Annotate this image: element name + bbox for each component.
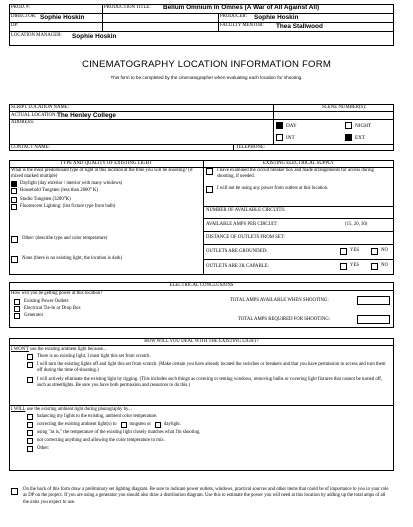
diagram-checkbox[interactable] <box>11 488 18 495</box>
breaker-check[interactable]: I have examined the circuit breaker box and made arrangements for access during shooting, if needed. <box>206 168 392 180</box>
daylight-label: daylight. <box>163 422 181 427</box>
power-option-tie-in[interactable]: Electrical Tie-In or Drop Box <box>14 306 81 312</box>
grounded-no[interactable]: NO <box>371 248 388 255</box>
no-power-check[interactable]: I will not be using any power from outlets at this location. <box>206 186 392 193</box>
contact-name-label: CONTACT NAME: <box>11 145 50 150</box>
total-amps-required-field[interactable] <box>357 315 390 324</box>
diagram-instruction[interactable]: On the back of this form draw a preliminary set lighting diagram. Be sure to indicate power outlets, windows, practical sources and other items that could be of importance to you in your role as DP on the project. If you are using a generator you should also draw a distribution diagram. Use this to estimate the power you will need at this location by adding up the total amps of all the units you expect to use. <box>11 487 392 506</box>
two-k-yes-checkbox[interactable] <box>340 263 347 270</box>
director-value[interactable]: Sophie Hoskin <box>40 13 85 21</box>
wont-2-checkbox[interactable] <box>27 362 33 368</box>
will-4-checkbox[interactable] <box>27 438 33 444</box>
script-location-label: SCRIPT LOCATION NAME: <box>11 105 70 110</box>
actual-location-value[interactable]: The Henley College <box>57 111 116 119</box>
will-option-5[interactable]: Other: <box>27 446 49 452</box>
two-k-yes[interactable]: YES <box>340 263 359 270</box>
will-3-checkbox[interactable] <box>27 430 33 436</box>
grounded-yes[interactable]: YES <box>340 248 359 255</box>
total-amps-required-label: TOTAL AMPS REQUIRED FOR SHOOTING: <box>238 317 331 322</box>
form-subtitle: This form to be completed by the cinematographer when evaluating each location for shooting. <box>110 75 303 80</box>
distance-label: DISTANCE OF OUTLETS FROM SET: <box>206 235 285 240</box>
wont-prefix: I WON'T <box>11 347 29 352</box>
wont-1-checkbox[interactable] <box>27 354 33 360</box>
wont-intro <box>11 347 107 353</box>
light-option-daylight[interactable]: Daylight (day exterior / interior with many windows) <box>11 181 122 187</box>
tie-in-checkbox[interactable] <box>14 306 20 312</box>
director-label: DIRECTOR: <box>11 14 37 19</box>
day-option[interactable]: DAY <box>276 122 297 129</box>
power-option-generator[interactable]: Generator <box>14 313 43 319</box>
wont-rest: use the existing ambient light because... <box>28 347 107 352</box>
wont-option-1[interactable]: There is no existing light, I must light this set from scratch. <box>27 354 391 360</box>
actual-location-label: ACTUAL LOCATION: <box>11 112 57 118</box>
power-question: How will you be getting power at this location? <box>11 291 103 296</box>
faculty-mentor-label: FACULTY MENTOR: <box>220 23 264 28</box>
grounded-yes-checkbox[interactable] <box>340 248 347 255</box>
other-light-checkbox[interactable] <box>11 236 18 243</box>
no-power-checkbox[interactable] <box>206 186 213 193</box>
amps-per-circuit-label: AVAILABLE AMPS PER CIRCUIT: <box>206 222 278 227</box>
no-light-checkbox[interactable] <box>11 256 18 263</box>
tungsten-label: tungsten or <box>129 422 151 427</box>
tungsten-checkbox[interactable] <box>121 422 127 428</box>
location-manager-label: LOCATION MANAGER: <box>11 33 62 38</box>
will-5-checkbox[interactable] <box>27 446 33 452</box>
will-option-3[interactable]: using "as is," the temperature of the existing light closely matches what I'm shooting. <box>27 430 200 436</box>
conclusions-heading: ELECTRICAL CONCLUSIONS <box>169 283 234 288</box>
will-rest: use the existing ambient light during photography by... <box>25 407 132 412</box>
daylight-target-checkbox[interactable] <box>155 422 161 428</box>
faculty-mentor-value[interactable]: Thea Stallwood <box>276 22 323 30</box>
will-option-1[interactable]: balancing my lights to the existing, ambient color temperature. <box>27 414 157 420</box>
amps-options: (15, 20, 30) <box>345 222 368 227</box>
wont-3-checkbox[interactable] <box>27 377 33 383</box>
grounded-label: OUTLETS ARE GROUNDED: <box>206 249 268 254</box>
deal-heading: HOW WILL YOU DEAL WITH THE EXISTING LIGHT? <box>144 339 259 344</box>
electrical-heading: EXISTING ELECTRICAL SUPPLY <box>262 161 335 166</box>
will-prefix: I WILL <box>11 407 26 412</box>
producer-label: PRODUCER: <box>220 14 247 19</box>
address-label: ADDRESS: <box>11 120 35 125</box>
will-option-4[interactable]: not correcting anything and allowing the color temperature to mix. <box>27 438 165 444</box>
scene-numbers-label: SCENE NUMBER(S): <box>322 105 367 110</box>
breaker-checkbox[interactable] <box>206 168 213 175</box>
light-question: What is the most predominant type of light at this location at the time you will be shooting? (if mixed marked multiple) <box>11 168 193 179</box>
light-option-studio[interactable]: Studio Tungsten (3200°K) <box>11 197 71 203</box>
production-title-label: PRODUCTION TITLE: <box>104 5 151 10</box>
light-option-fluorescent[interactable]: Fluorescent Lighting: (list fixture type from bulb) <box>11 204 115 210</box>
household-tungsten-checkbox[interactable] <box>11 188 17 194</box>
form-title: CINEMATOGRAPHY LOCATION INFORMATION FORM <box>81 59 332 70</box>
fluorescent-checkbox[interactable] <box>11 204 17 210</box>
dp-label: DP: <box>11 23 19 28</box>
production-title-value[interactable]: Bellum Omnium In Omnes (A War of All Against All) <box>163 4 320 11</box>
will-option-2[interactable]: correcting the existing ambient light(s) to tungsten or daylight. <box>27 422 181 428</box>
circuits-label: NUMBER OF AVAILABLE CIRCUITS: <box>206 208 286 213</box>
night-option[interactable]: NIGHT <box>345 122 371 129</box>
int-option[interactable]: INT <box>276 134 295 141</box>
light-option-none[interactable]: None (there is no existing light, the location is dark) <box>11 256 122 263</box>
total-amps-available-field[interactable] <box>357 296 390 305</box>
outlets-checkbox[interactable] <box>14 299 20 305</box>
will-2-checkbox[interactable] <box>27 422 33 428</box>
daylight-checkbox[interactable] <box>11 181 17 187</box>
night-checkbox[interactable] <box>345 122 352 129</box>
wont-option-2[interactable]: I will turn the existing lights off and light this set from scratch. (Make certain you have already located the switches or breakers and that you have permission to access and turn them off during the time of shooting.) <box>27 362 391 374</box>
int-checkbox[interactable] <box>276 134 283 141</box>
ext-checkbox[interactable] <box>345 134 352 141</box>
light-option-other[interactable]: Other: (describe type and color temperature) <box>11 236 107 243</box>
producer-value[interactable]: Sophie Hoskin <box>254 13 299 21</box>
total-amps-available-label: TOTAL AMPS AVAILABLE WHEN SHOOTING: <box>230 298 329 303</box>
ext-option[interactable]: EXT <box>345 134 365 141</box>
light-option-household[interactable]: Household Tungsten (less than 2800° K) <box>11 188 98 194</box>
will-intro <box>11 407 132 413</box>
location-manager-value[interactable]: Sophie Hoskin <box>72 32 117 40</box>
power-option-outlets[interactable]: Existing Power Outlets <box>14 299 69 305</box>
grounded-no-checkbox[interactable] <box>371 248 378 255</box>
prod-label: PROD. #: <box>11 5 30 10</box>
generator-checkbox[interactable] <box>14 313 20 319</box>
light-heading: TYPE AND QUALITY OF EXISTING LIGHT <box>60 161 152 166</box>
wont-option-3[interactable]: I will actively eliminate the existing light by rigging. (This includes such things as covering or tenting windows, removing bulbs or covering light fixtures that cannot be turned off, such as streetlights. Be sure you have both permission and resources to do this.) <box>27 377 391 389</box>
telephone-label: TELEPHONE: <box>236 145 266 150</box>
studio-tungsten-checkbox[interactable] <box>11 197 17 203</box>
two-k-label: OUTLETS ARE 2K CAPABLE: <box>206 264 269 269</box>
day-checkbox[interactable] <box>276 122 283 129</box>
two-k-no-checkbox[interactable] <box>371 263 378 270</box>
will-1-checkbox[interactable] <box>27 414 33 420</box>
two-k-no[interactable]: NO <box>371 263 388 270</box>
